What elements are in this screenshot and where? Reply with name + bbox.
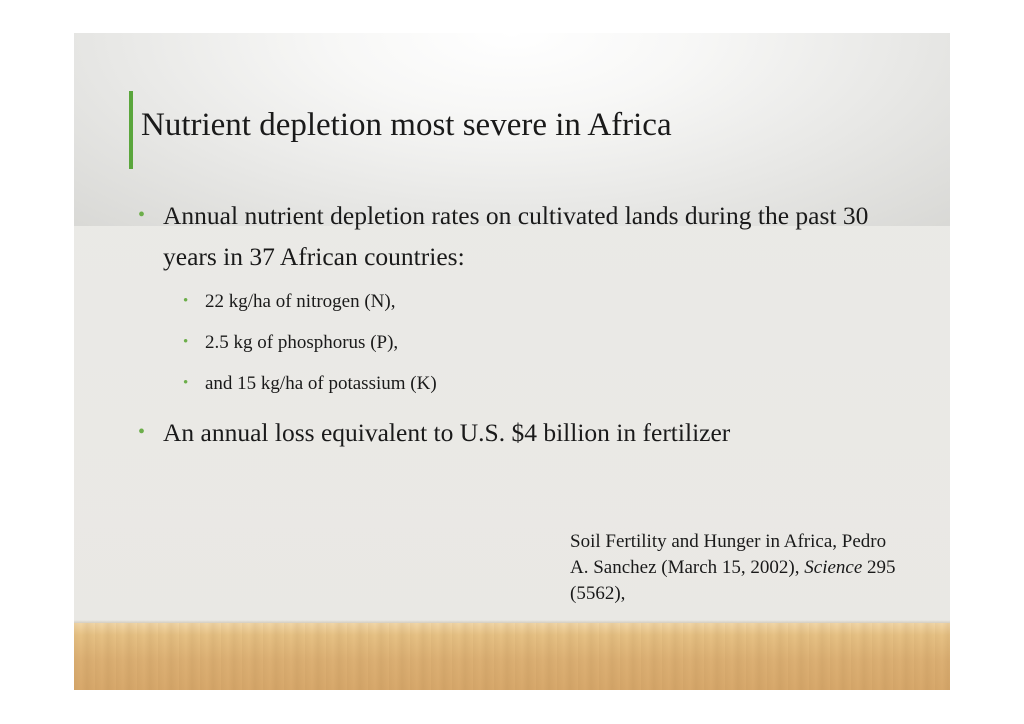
bullet-text: Annual nutrient depletion rates on cultivated lands during the past 30 years in 37 African countries: <box>163 201 869 271</box>
sub-bullet-text: and 15 kg/ha of potassium (K) <box>205 373 437 394</box>
bullet-icon: • <box>183 334 189 350</box>
sub-bullet-text: 22 kg/ha of nitrogen (N), <box>205 291 396 312</box>
sub-bullet-text: 2.5 kg of phosphorus (P), <box>205 332 399 353</box>
bullet-text: An annual loss equivalent to U.S. $4 billion in fertilizer <box>163 418 731 447</box>
citation-volume: 295 (5562), <box>570 557 896 604</box>
bullet-icon: • <box>138 204 146 226</box>
bullet-item-annual-loss <box>138 412 898 453</box>
citation-text: Soil Fertility and Hunger in Africa, Pedro A. Sanchez (March 15, 2002), <box>570 531 887 578</box>
citation-journal: Science <box>804 557 863 578</box>
title-accent-bar <box>129 91 133 169</box>
bullet-icon: • <box>183 293 189 309</box>
citation <box>570 529 900 607</box>
slide-title: Nutrient depletion most severe in Africa <box>141 107 672 143</box>
sub-bullet-item-potassium <box>138 363 898 404</box>
sub-bullet-item-phosphorus <box>138 322 898 363</box>
bullet-icon: • <box>138 421 146 443</box>
wood-floor-background <box>74 623 950 690</box>
slide-content <box>138 195 898 453</box>
slide <box>74 33 950 690</box>
sub-bullet-item-nitrogen <box>138 281 898 322</box>
bullet-icon: • <box>183 375 189 391</box>
bullet-item-depletion-rates <box>138 195 898 277</box>
sub-bullet-list <box>138 281 898 404</box>
